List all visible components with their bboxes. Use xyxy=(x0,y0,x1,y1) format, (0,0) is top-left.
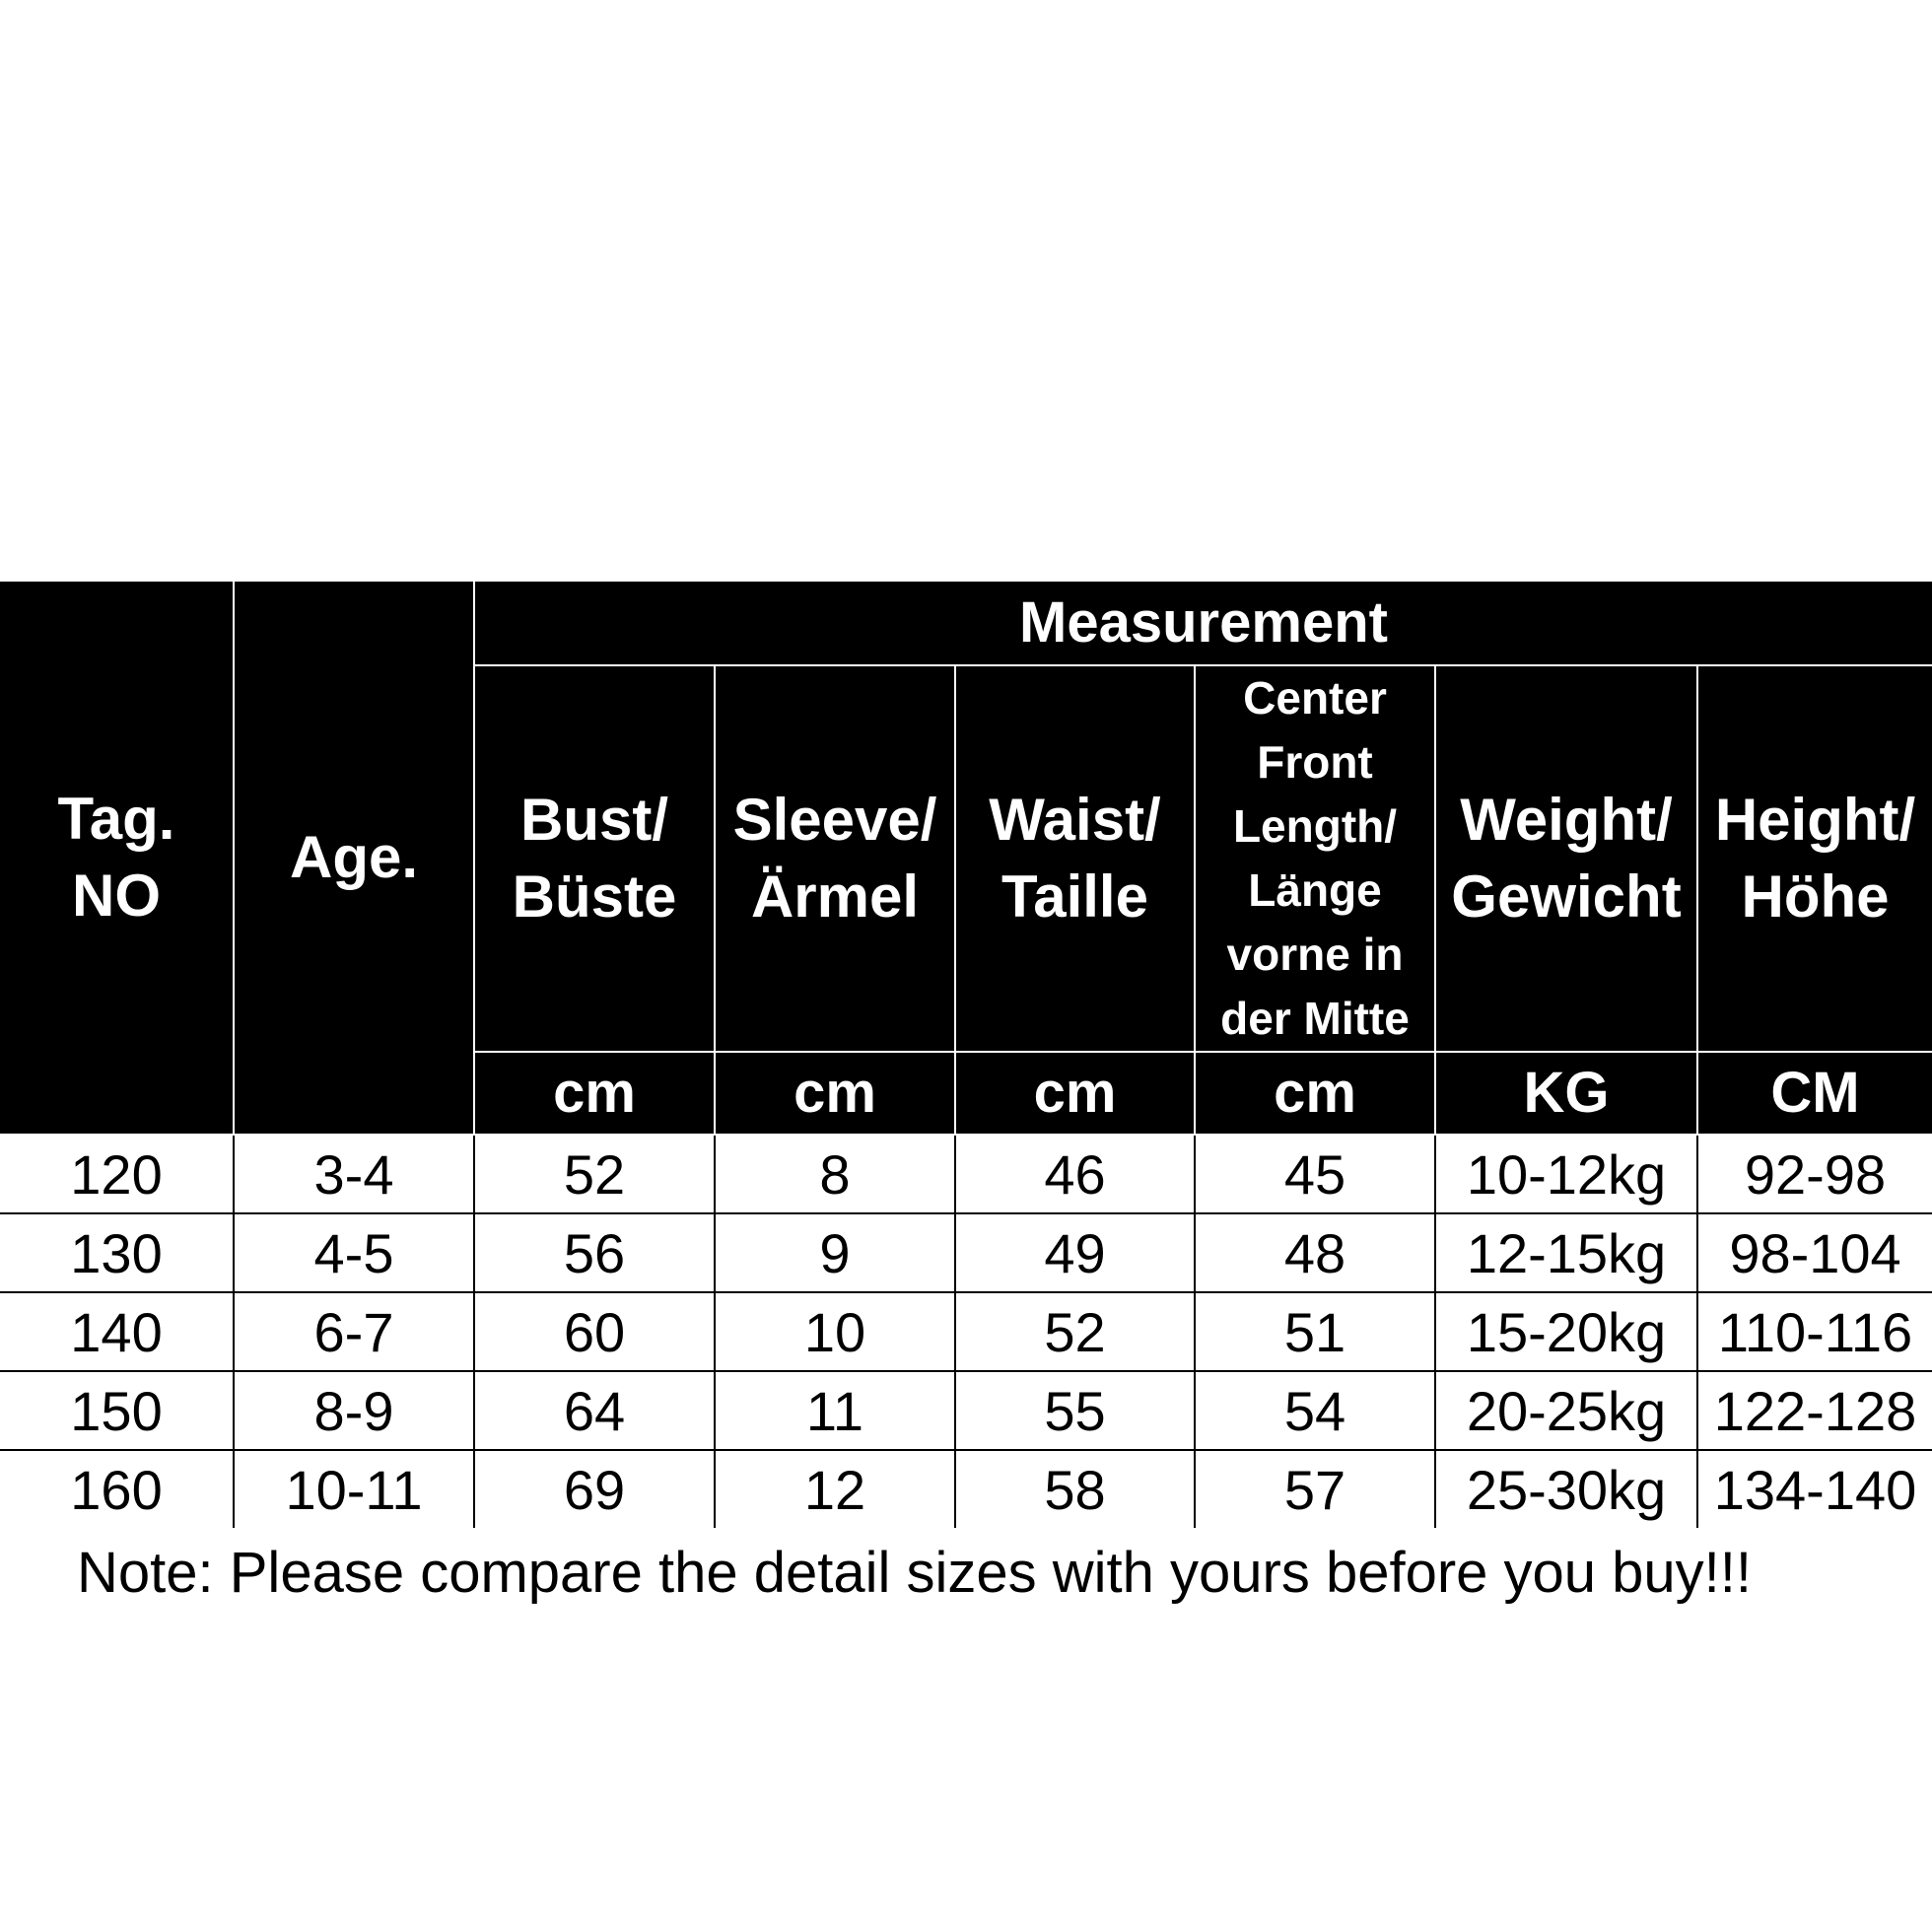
table-row xyxy=(0,1450,1932,1528)
cell-weight: 10-12kg xyxy=(1435,1135,1697,1213)
cell-height: 98-104 xyxy=(1697,1213,1932,1292)
unit-weight: KG xyxy=(1435,1052,1697,1135)
header-bust-line-2: Büste xyxy=(512,863,677,930)
header-cfl-line-4: Länge xyxy=(1248,864,1382,916)
cell-age: 8-9 xyxy=(234,1371,474,1450)
header-sleeve-line-1: Sleeve/ xyxy=(732,787,937,853)
cell-center-front-length: 48 xyxy=(1195,1213,1435,1292)
cell-height: 134-140 xyxy=(1697,1450,1932,1528)
header-cfl-line-2: Front xyxy=(1257,736,1373,788)
header-bust xyxy=(474,665,715,1052)
unit-bust: cm xyxy=(474,1052,715,1135)
cell-weight: 15-20kg xyxy=(1435,1292,1697,1371)
cell-center-front-length: 57 xyxy=(1195,1450,1435,1528)
cell-sleeve: 10 xyxy=(715,1292,955,1371)
cell-age: 3-4 xyxy=(234,1135,474,1213)
header-tag-line-2: NO xyxy=(72,862,161,929)
cell-tag: 160 xyxy=(0,1450,234,1528)
cell-weight: 25-30kg xyxy=(1435,1450,1697,1528)
header-weight-line-2: Gewicht xyxy=(1451,863,1682,930)
header-height xyxy=(1697,665,1932,1052)
cell-waist: 46 xyxy=(955,1135,1195,1213)
unit-sleeve: cm xyxy=(715,1052,955,1135)
cell-center-front-length: 45 xyxy=(1195,1135,1435,1213)
cell-tag: 140 xyxy=(0,1292,234,1371)
table-row xyxy=(0,1135,1932,1213)
cell-bust: 64 xyxy=(474,1371,715,1450)
header-height-line-1: Height/ xyxy=(1714,787,1916,853)
cell-center-front-length: 51 xyxy=(1195,1292,1435,1371)
cell-waist: 58 xyxy=(955,1450,1195,1528)
table-row xyxy=(0,1213,1932,1292)
table-header xyxy=(0,582,1932,1135)
cell-height: 110-116 xyxy=(1697,1292,1932,1371)
unit-waist: cm xyxy=(955,1052,1195,1135)
header-waist xyxy=(955,665,1195,1052)
unit-height: CM xyxy=(1697,1052,1932,1135)
unit-center-front-length: cm xyxy=(1195,1052,1435,1135)
cell-bust: 60 xyxy=(474,1292,715,1371)
cell-waist: 55 xyxy=(955,1371,1195,1450)
header-measurement: Measurement xyxy=(474,582,1932,665)
cell-age: 6-7 xyxy=(234,1292,474,1371)
size-chart xyxy=(0,582,1932,1528)
header-weight-line-1: Weight/ xyxy=(1460,787,1673,853)
cell-waist: 49 xyxy=(955,1213,1195,1292)
cell-sleeve: 11 xyxy=(715,1371,955,1450)
cell-waist: 52 xyxy=(955,1292,1195,1371)
cell-center-front-length: 54 xyxy=(1195,1371,1435,1450)
cell-tag: 130 xyxy=(0,1213,234,1292)
size-chart-table xyxy=(0,582,1932,1528)
cell-bust: 52 xyxy=(474,1135,715,1213)
header-sleeve-line-2: Ärmel xyxy=(750,863,920,930)
cell-tag: 150 xyxy=(0,1371,234,1450)
cell-age: 4-5 xyxy=(234,1213,474,1292)
cell-tag: 120 xyxy=(0,1135,234,1213)
cell-age: 10-11 xyxy=(234,1450,474,1528)
header-cfl-line-1: Center xyxy=(1243,672,1387,724)
header-cfl-line-6: der Mitte xyxy=(1220,993,1410,1044)
cell-weight: 12-15kg xyxy=(1435,1213,1697,1292)
cell-height: 122-128 xyxy=(1697,1371,1932,1450)
header-tag-line-1: Tag. xyxy=(57,786,175,852)
header-height-line-2: Höhe xyxy=(1741,863,1890,930)
header-center-front-length xyxy=(1195,665,1435,1052)
table-body xyxy=(0,1135,1932,1528)
size-note: Note: Please compare the detail sizes with yours before you buy!!! xyxy=(77,1541,1752,1605)
header-age: Age. xyxy=(234,582,474,1135)
cell-bust: 56 xyxy=(474,1213,715,1292)
cell-sleeve: 8 xyxy=(715,1135,955,1213)
cell-sleeve: 12 xyxy=(715,1450,955,1528)
header-tag-no xyxy=(0,582,234,1135)
header-cfl-line-3: Length/ xyxy=(1232,800,1398,852)
cell-height: 92-98 xyxy=(1697,1135,1932,1213)
cell-weight: 20-25kg xyxy=(1435,1371,1697,1450)
header-weight xyxy=(1435,665,1697,1052)
header-cfl-line-5: vorne in xyxy=(1226,929,1404,980)
header-waist-line-1: Waist/ xyxy=(989,787,1161,853)
cell-bust: 69 xyxy=(474,1450,715,1528)
header-waist-line-2: Taille xyxy=(1001,863,1148,930)
header-sleeve xyxy=(715,665,955,1052)
header-bust-line-1: Bust/ xyxy=(520,787,668,853)
table-row xyxy=(0,1371,1932,1450)
cell-sleeve: 9 xyxy=(715,1213,955,1292)
table-row xyxy=(0,1292,1932,1371)
